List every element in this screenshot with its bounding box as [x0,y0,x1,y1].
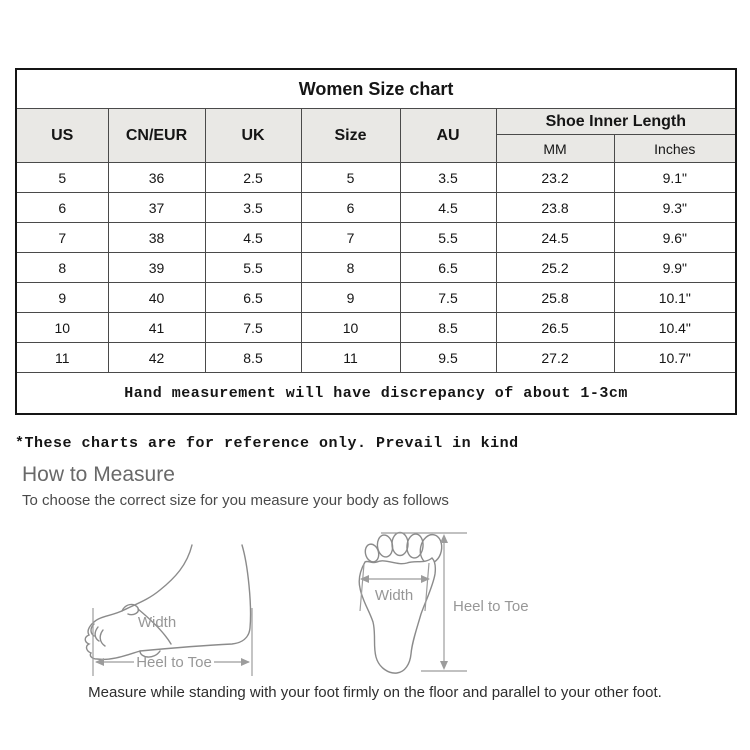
table-cell: 9.1" [614,163,736,193]
table-row [16,313,736,343]
foot-side-outline [85,545,250,659]
table-cell: 9.5 [400,343,496,373]
table-row [16,163,736,193]
table-row [16,193,736,223]
table-cell: 9.9" [614,253,736,283]
heel-to-toe-label: Heel to Toe [136,654,212,671]
measurement-note: Hand measurement will have discrepancy of about 1-3cm [16,373,736,415]
table-cell: 24.5 [496,223,614,253]
table-cell: 9.6" [614,223,736,253]
table-cell: 41 [108,313,205,343]
table-cell: 38 [108,223,205,253]
table-title-row [16,69,736,109]
table-cell: 4.5 [205,223,301,253]
width-label: Width [137,614,177,631]
table-cell: 8.5 [400,313,496,343]
table-cell: 10.4" [614,313,736,343]
column-header-uk: UK [205,109,301,163]
table-cell: 10 [16,313,108,343]
table-cell: 39 [108,253,205,283]
table-cell: 5.5 [400,223,496,253]
table-cell: 8 [16,253,108,283]
table-cell: 3.5 [400,163,496,193]
arrowhead-up-icon [440,534,448,543]
how-to-measure-subtitle: To choose the correct size for you measure your body as follows [22,492,449,509]
how-to-measure-title: How to Measure [22,463,175,486]
table-row [16,253,736,283]
toe-icon [392,533,408,556]
column-header-cneur: CN/EUR [108,109,205,163]
table-cell: 11 [301,343,400,373]
table-cell: 6 [301,193,400,223]
measure-instruction-caption: Measure while standing with your foot firmly on the floor and parallel to your other foot. [88,684,662,701]
width-label: Width [374,587,414,604]
table-cell: 9 [301,283,400,313]
table-cell: 4.5 [400,193,496,223]
table-header-row [16,109,736,135]
table-cell: 23.2 [496,163,614,193]
table-row [16,283,736,313]
table-cell: 6.5 [400,253,496,283]
table-cell: 37 [108,193,205,223]
table-cell: 9 [16,283,108,313]
foot-side-diagram [72,520,322,690]
table-cell: 10.1" [614,283,736,313]
table-cell: 10.7" [614,343,736,373]
column-header-size: Size [301,109,400,163]
table-row [16,223,736,253]
table-cell: 7 [16,223,108,253]
table-cell: 6 [16,193,108,223]
table-cell: 7.5 [205,313,301,343]
table-cell: 42 [108,343,205,373]
table-cell: 8 [301,253,400,283]
table-cell: 5 [301,163,400,193]
heel-to-toe-label: Heel to Toe [453,598,529,615]
table-cell: 2.5 [205,163,301,193]
table-row [16,343,736,373]
column-header-inches: Inches [614,135,736,163]
reference-footnote: *These charts are for reference only. Prevail in kind [15,435,519,452]
column-header-us: US [16,109,108,163]
table-cell: 27.2 [496,343,614,373]
table-cell: 7 [301,223,400,253]
column-header-inner-length: Shoe Inner Length [496,109,736,135]
column-header-mm: MM [496,135,614,163]
table-cell: 11 [16,343,108,373]
column-header-au: AU [400,109,496,163]
table-cell: 5 [16,163,108,193]
table-cell: 40 [108,283,205,313]
table-cell: 7.5 [400,283,496,313]
size-chart-table [15,68,737,415]
foot-sole-outline [359,558,435,673]
foot-sole-diagram [345,516,540,688]
arrowhead-right-icon [241,658,250,666]
table-cell: 36 [108,163,205,193]
table-title: Women Size chart [16,69,736,109]
table-cell: 10 [301,313,400,343]
arrowhead-down-icon [440,661,448,670]
table-cell: 23.8 [496,193,614,223]
table-cell: 5.5 [205,253,301,283]
table-cell: 9.3" [614,193,736,223]
table-cell: 25.8 [496,283,614,313]
table-note-row [16,373,736,415]
table-cell: 8.5 [205,343,301,373]
table-cell: 3.5 [205,193,301,223]
table-cell: 26.5 [496,313,614,343]
table-cell: 25.2 [496,253,614,283]
table-cell: 6.5 [205,283,301,313]
